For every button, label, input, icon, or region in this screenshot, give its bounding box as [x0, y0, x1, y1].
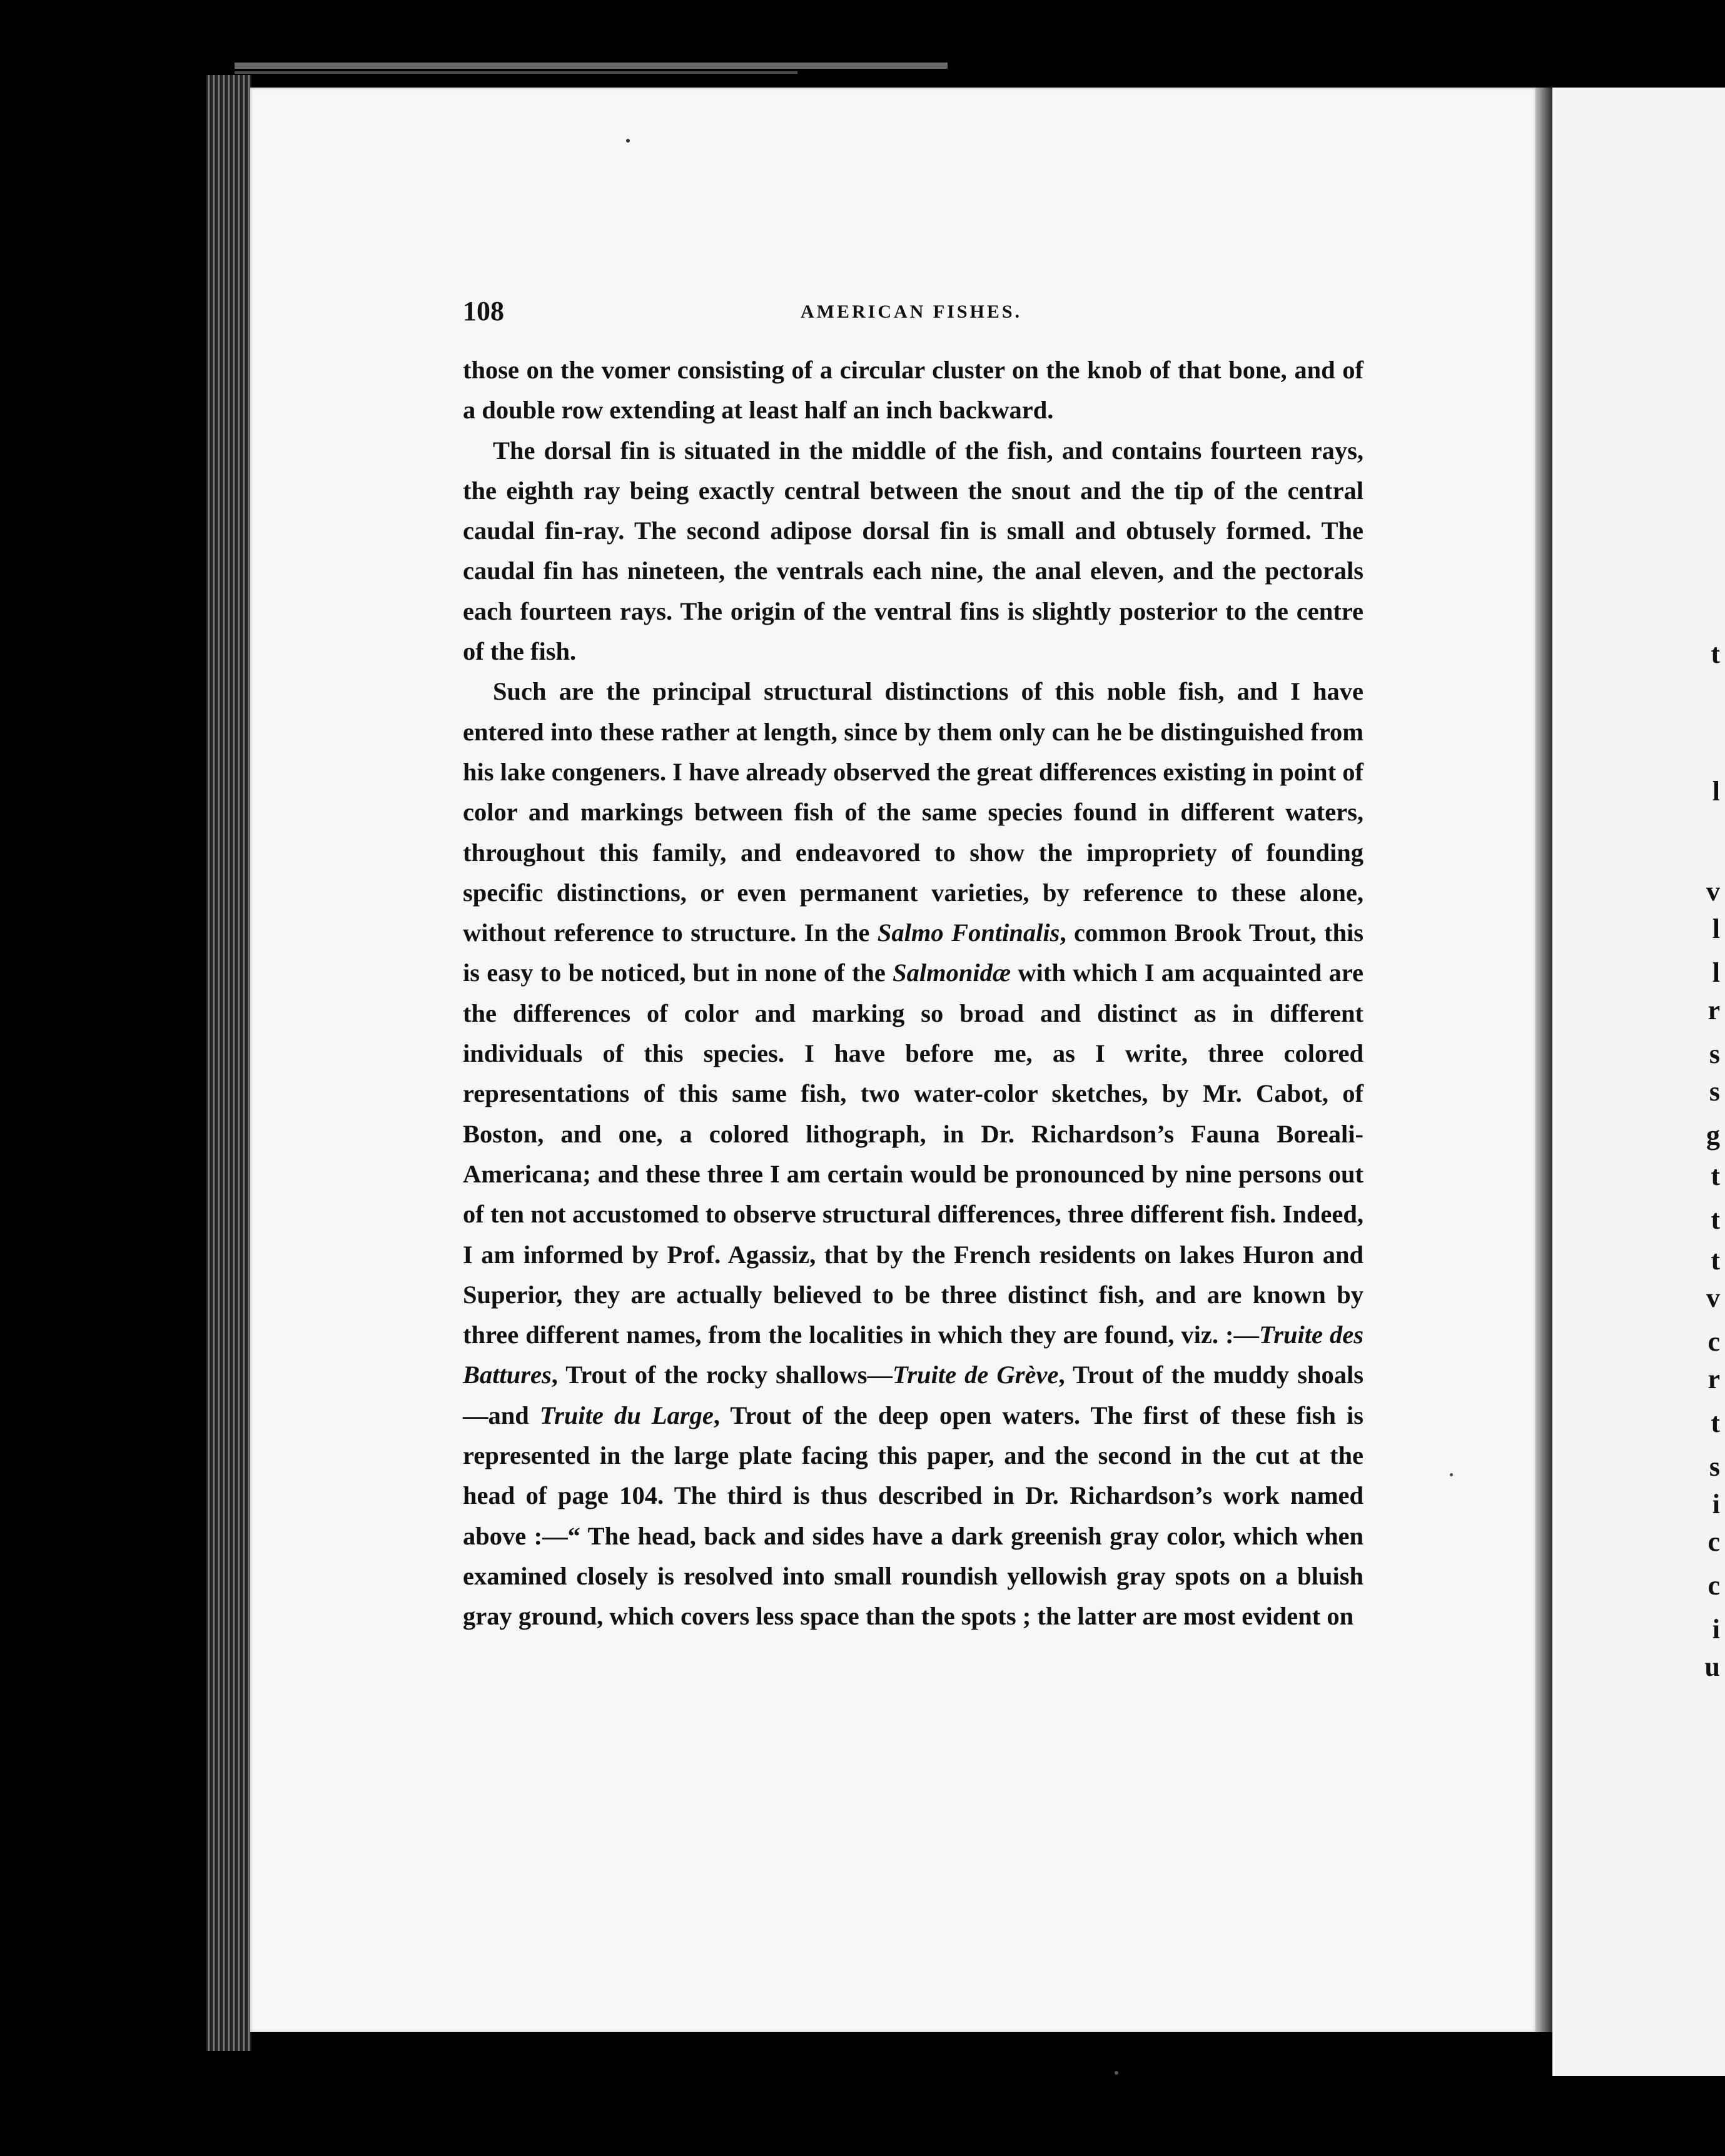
- adjacent-page: [1552, 88, 1725, 2076]
- text-segment: , Trout of the rocky shallows—: [551, 1361, 893, 1389]
- adjacent-page-letter: r: [1707, 1364, 1720, 1394]
- gutter-shadow: [1535, 88, 1554, 2032]
- adjacent-page-letter: t: [1711, 638, 1720, 669]
- page-number: 108: [463, 296, 504, 326]
- adjacent-page-letter: l: [1712, 957, 1720, 988]
- scan-speck: [1450, 1473, 1453, 1476]
- adjacent-page-letter: c: [1707, 1526, 1720, 1557]
- adjacent-page-letter: l: [1712, 914, 1720, 944]
- italic-text-segment: Salmo Fontinalis: [877, 919, 1060, 947]
- book-edge-rule: [235, 63, 948, 69]
- adjacent-page-letter: c: [1707, 1326, 1720, 1357]
- italic-text-segment: Salmonidæ: [893, 959, 1011, 987]
- text-segment: , Trout of the muddy shoals—and: [463, 1361, 1363, 1429]
- adjacent-page-letter: i: [1712, 1489, 1720, 1519]
- text-segment: , Trout of the deep open waters. The first of these fish is represented in the large plate facing this paper, and the second in the cut at the head of page 104. The third is thus described in Dr. Richardson’s work named above :—“ The head, back and sides have a dark greenish gray color, which when examined closely is resolved into small roundish yellowish gray spots on a bluish gray ground, which covers less space than the spots ; the latter are most evident on: [463, 1401, 1363, 1631]
- adjacent-page-letter: g: [1706, 1120, 1720, 1151]
- italic-text-segment: Truite de Grève: [893, 1361, 1059, 1389]
- adjacent-page-letter: u: [1704, 1651, 1720, 1682]
- adjacent-page-letter: s: [1709, 1039, 1720, 1069]
- adjacent-page-letter: l: [1712, 776, 1720, 807]
- text-segment: , common Brook Trout, this is easy to be noticed, but in none of the: [463, 919, 1363, 987]
- adjacent-page-letter: t: [1711, 1204, 1720, 1235]
- page-stack-edges: [206, 75, 251, 2051]
- scan-speck: [626, 139, 630, 143]
- text-segment: Such are the principal structural distinctions of this noble fish, and I have entered into these rather at length, since by them only can he be distinguished from his lake congeners. I have already observed the great differences existing in point of color and markings between fish of the same species found in different waters, throughout this family, and endeavored to show the impropriety of founding specific distinctions, or even permanent varieties, by reference to these alone, without reference to structure. In the: [463, 677, 1363, 947]
- paragraph: [463, 431, 1363, 672]
- paragraph: [463, 350, 1363, 431]
- adjacent-page-letter: s: [1709, 1451, 1720, 1482]
- italic-text-segment: Truite du Large: [539, 1401, 714, 1429]
- italic-text-segment: Truite des Battures: [463, 1321, 1363, 1389]
- book-edge-rule-inner: [235, 71, 797, 74]
- page-header: [463, 295, 1363, 333]
- paragraph: [463, 672, 1363, 1636]
- adjacent-page-letter: t: [1711, 1161, 1720, 1191]
- scan-speck: [1115, 2071, 1118, 2075]
- running-head: AMERICAN FISHES.: [801, 301, 1023, 322]
- body-text: [463, 350, 1363, 1637]
- text-segment: those on the vomer consisting of a circular cluster on the knob of that bone, and of a double row extending at least half an inch backward.: [463, 356, 1363, 425]
- text-segment: with which I am acquainted are the differences of color and marking so broad and distinct as in different individuals of this species. I have before me, as I write, three colored representations of this same fish, two water-color sketches, by Mr. Cabot, of Boston, and one, a colored lithograph, in Dr. Richardson’s Fauna Boreali-Americana; and these three I am certain would be pronounced by nine persons out of ten not accustomed to observe structural differences, three different fish. Indeed, I am informed by Prof. Agassiz, that by the French residents on lakes Huron and Superior, they are actually believed to be three distinct fish, and are known by three different names, from the localities in which they are found, viz. :—: [463, 959, 1363, 1349]
- adjacent-page-letter: t: [1711, 1408, 1720, 1438]
- adjacent-page-letter: s: [1709, 1076, 1720, 1107]
- adjacent-page-letter: t: [1711, 1245, 1720, 1276]
- adjacent-page-letter: v: [1706, 876, 1720, 907]
- adjacent-page-text-fragments: [1701, 88, 1720, 2076]
- adjacent-page-letter: i: [1712, 1614, 1720, 1645]
- text-segment: The dorsal fin is situated in the middle of the fish, and contains fourteen rays, the eighth ray being exactly central between the snout and the tip of the central caudal fin-ray. The second adipose dorsal fin is small and obtusely formed. The caudal fin has nineteen, the ventrals each nine, the anal eleven, and the pectorals each fourteen rays. The origin of the ventral fins is slightly posterior to the centre of the fish.: [463, 436, 1363, 666]
- adjacent-page-letter: c: [1707, 1570, 1720, 1601]
- adjacent-page-letter: v: [1706, 1282, 1720, 1313]
- adjacent-page-letter: r: [1707, 995, 1720, 1025]
